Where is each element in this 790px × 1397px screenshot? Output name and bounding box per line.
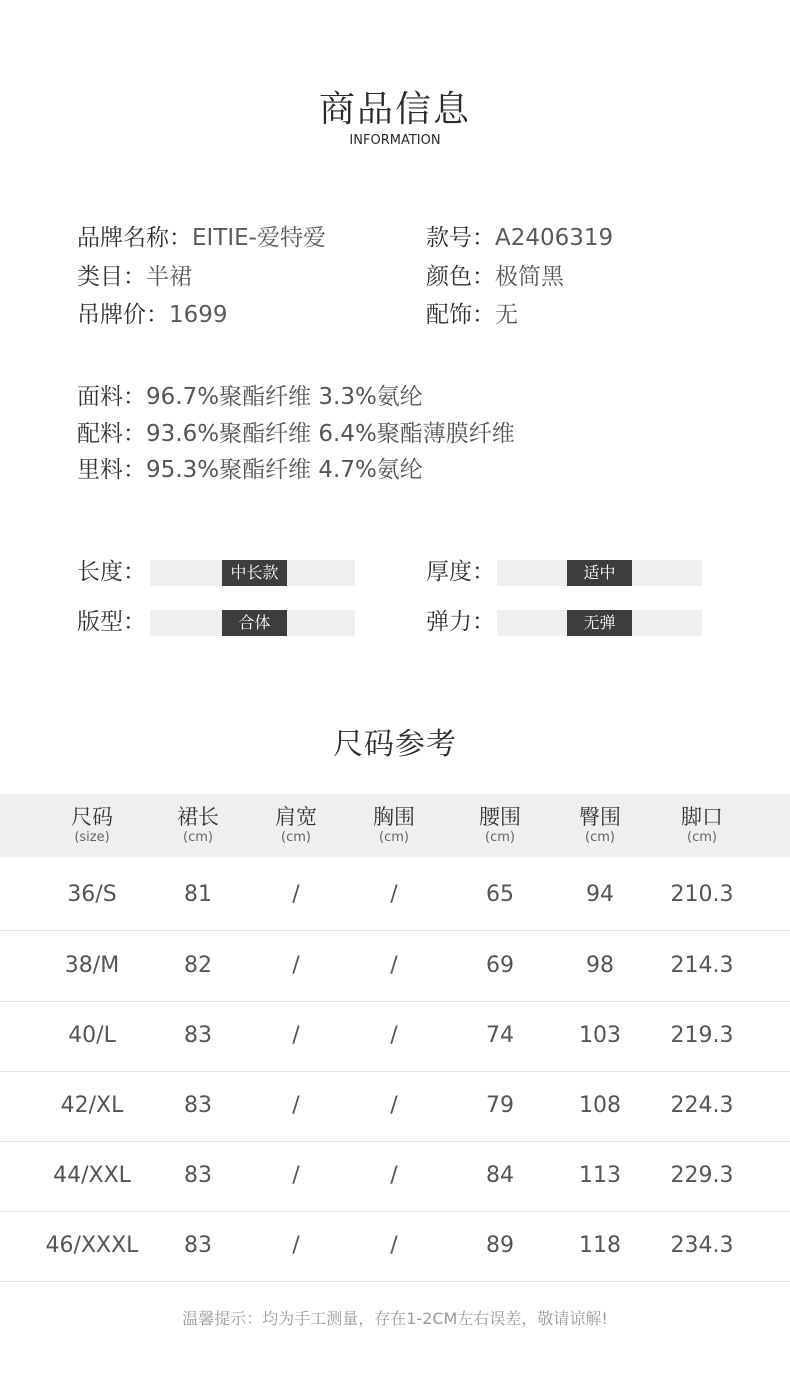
cell-hip: 94 xyxy=(586,882,614,907)
cell-hip: 118 xyxy=(579,1233,621,1258)
header-hem xyxy=(647,804,757,846)
header-name: 脚口 xyxy=(681,805,723,829)
cell-shoulder: / xyxy=(292,953,300,978)
cell-shoulder: / xyxy=(292,1093,300,1118)
header-unit: (cm) xyxy=(183,830,213,845)
cell-hip: 108 xyxy=(579,1093,621,1118)
info-value: 半裙 xyxy=(146,264,192,290)
header-size xyxy=(37,804,147,846)
header-shoulder xyxy=(241,804,351,846)
cell-shoulder: / xyxy=(292,1163,300,1188)
cell-hem: 219.3 xyxy=(670,1023,734,1048)
cell-length: 83 xyxy=(184,1023,212,1048)
cell-size: 36/S xyxy=(67,882,117,907)
cell-length: 83 xyxy=(184,1233,212,1258)
cell-size: 38/M xyxy=(64,953,120,978)
header-waist xyxy=(445,804,555,846)
header-unit: (cm) xyxy=(585,830,615,845)
info-label: 类目： xyxy=(77,264,146,290)
measurement-tip: 温馨提示：均为手工测量，存在1-2CM左右误差，敬请谅解! xyxy=(182,1309,608,1328)
material-label: 面料： xyxy=(77,384,146,410)
cell-waist: 84 xyxy=(486,1163,514,1188)
cell-length: 81 xyxy=(184,882,212,907)
header-chest xyxy=(339,804,449,846)
cell-hem: 214.3 xyxy=(670,953,734,978)
cell-shoulder: / xyxy=(292,1233,300,1258)
table-row xyxy=(0,930,790,1002)
material-fabric xyxy=(77,382,423,412)
info-color xyxy=(426,262,564,292)
page-title: 商品信息 xyxy=(318,89,471,130)
cell-chest: / xyxy=(390,1233,398,1258)
cell-size: 40/L xyxy=(68,1023,116,1048)
info-category xyxy=(77,262,192,292)
info-accessory xyxy=(426,300,518,330)
table-row xyxy=(0,1070,790,1142)
material-label: 配料： xyxy=(77,421,146,447)
cell-length: 82 xyxy=(184,953,212,978)
cell-waist: 74 xyxy=(486,1023,514,1048)
header-unit: (cm) xyxy=(281,830,311,845)
material-label: 里料： xyxy=(77,457,146,483)
header-name: 裙长 xyxy=(177,805,219,829)
cell-chest: / xyxy=(390,1023,398,1048)
header-length xyxy=(143,804,253,846)
cell-hem: 234.3 xyxy=(670,1233,734,1258)
attr-length-label: 长度： xyxy=(77,559,146,585)
cell-chest: / xyxy=(390,953,398,978)
cell-chest: / xyxy=(390,882,398,907)
attr-length-bar xyxy=(150,560,355,586)
cell-length: 83 xyxy=(184,1163,212,1188)
info-brand xyxy=(77,223,326,253)
header-unit: (cm) xyxy=(687,830,717,845)
material-lining xyxy=(77,455,423,485)
cell-hip: 113 xyxy=(579,1163,621,1188)
header-name: 胸围 xyxy=(373,805,415,829)
table-row xyxy=(0,1140,790,1212)
header-unit: (size) xyxy=(74,830,110,845)
info-label: 吊牌价： xyxy=(77,302,169,328)
info-value: 1699 xyxy=(169,302,228,328)
cell-shoulder: / xyxy=(292,882,300,907)
cell-hem: 224.3 xyxy=(670,1093,734,1118)
attr-length-tag: 中长款 xyxy=(222,560,287,586)
info-value: 无 xyxy=(495,302,518,328)
attr-elasticity-bar xyxy=(497,610,702,636)
material-value: 95.3%聚酯纤维 4.7%氨纶 xyxy=(146,457,423,483)
attr-thickness-label: 厚度： xyxy=(426,559,495,585)
cell-chest: / xyxy=(390,1163,398,1188)
attr-thickness-bar xyxy=(497,560,702,586)
cell-size: 46/XXXL xyxy=(45,1233,139,1258)
header-name: 臀围 xyxy=(579,805,621,829)
info-label: 颜色： xyxy=(426,264,495,290)
cell-hem: 229.3 xyxy=(670,1163,734,1188)
cell-size: 44/XXL xyxy=(53,1163,131,1188)
cell-hip: 98 xyxy=(586,953,614,978)
info-style-no xyxy=(426,223,613,253)
table-row xyxy=(0,1210,790,1282)
attr-fit-bar xyxy=(150,610,355,636)
info-value: EITIE-爱特爱 xyxy=(192,225,326,251)
info-label: 配饰： xyxy=(426,302,495,328)
table-row xyxy=(0,859,790,931)
attr-elasticity-tag: 无弹 xyxy=(567,610,632,636)
info-value: 极简黑 xyxy=(495,264,564,290)
material-value: 96.7%聚酯纤维 3.3%氨纶 xyxy=(146,384,423,410)
header-unit: (cm) xyxy=(379,830,409,845)
page-subtitle: INFORMATION xyxy=(349,133,441,148)
info-label: 款号： xyxy=(426,225,495,251)
size-chart-title: 尺码参考 xyxy=(333,727,457,762)
header-unit: (cm) xyxy=(485,830,515,845)
header-name: 尺码 xyxy=(71,805,113,829)
cell-waist: 65 xyxy=(486,882,514,907)
cell-waist: 89 xyxy=(486,1233,514,1258)
cell-hip: 103 xyxy=(579,1023,621,1048)
attr-fit-tag: 合体 xyxy=(222,610,287,636)
header-hip xyxy=(545,804,655,846)
info-price xyxy=(77,300,228,330)
cell-waist: 79 xyxy=(486,1093,514,1118)
header-name: 腰围 xyxy=(479,805,521,829)
info-label: 品牌名称： xyxy=(77,225,192,251)
cell-shoulder: / xyxy=(292,1023,300,1048)
cell-chest: / xyxy=(390,1093,398,1118)
attr-fit-label: 版型： xyxy=(77,609,146,635)
material-value: 93.6%聚酯纤维 6.4%聚酯薄膜纤维 xyxy=(146,421,515,447)
info-value: A2406319 xyxy=(495,225,614,251)
cell-waist: 69 xyxy=(486,953,514,978)
material-trim xyxy=(77,419,515,449)
cell-length: 83 xyxy=(184,1093,212,1118)
attr-thickness-tag: 适中 xyxy=(567,560,632,586)
header-name: 肩宽 xyxy=(275,805,317,829)
table-row xyxy=(0,1000,790,1072)
cell-hem: 210.3 xyxy=(670,882,734,907)
cell-size: 42/XL xyxy=(60,1093,124,1118)
attr-elasticity-label: 弹力： xyxy=(426,609,495,635)
